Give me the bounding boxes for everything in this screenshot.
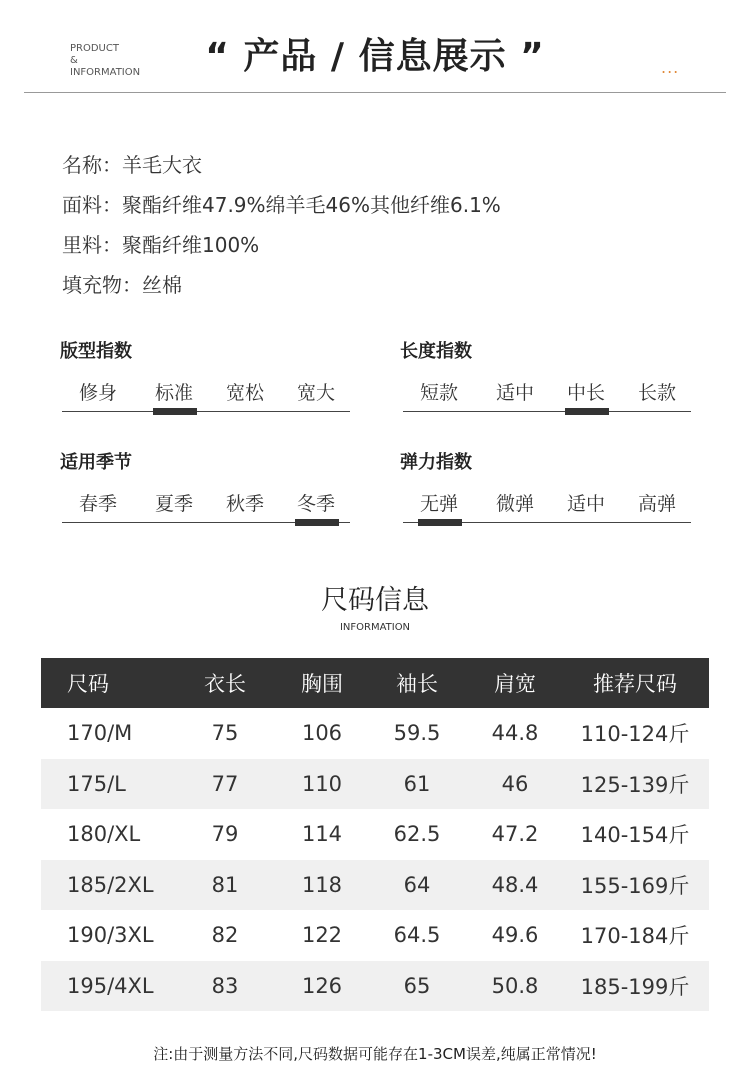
cell-recommended: 170-184斤	[580, 924, 690, 949]
cell-size: 170/M	[67, 721, 133, 746]
header-size: 尺码	[67, 672, 109, 696]
cell-length: 83	[211, 973, 239, 998]
cell-chest: 114	[301, 822, 343, 847]
season-title: 适用季节	[60, 452, 132, 473]
length-option-long: 长款	[637, 382, 676, 404]
length-option-medium: 适中	[495, 382, 534, 404]
cell-shoulder: 49.6	[491, 923, 539, 948]
header-shoulder: 肩宽	[494, 672, 536, 696]
dots-decoration: ...	[661, 58, 680, 77]
length-index-marker	[565, 408, 609, 415]
table-row	[41, 809, 709, 860]
season-index-marker	[295, 519, 339, 526]
table-row	[41, 708, 709, 759]
info-fabric: 面料：聚酯纤维47.9%绵羊毛46%其他纤维6.1%	[62, 193, 501, 217]
cell-shoulder: 50.8	[491, 973, 539, 998]
cell-length: 77	[211, 771, 239, 796]
measurement-note: 注:由于测量方法不同,尺码数据可能存在1-3CM误差,纯属正常情况!	[153, 1045, 597, 1063]
cell-recommended: 110-124斤	[580, 722, 690, 747]
cell-length: 79	[211, 822, 239, 847]
cell-recommended: 125-139斤	[580, 772, 690, 797]
cell-chest: 110	[301, 771, 343, 796]
cell-recommended: 185-199斤	[580, 974, 690, 999]
cell-length: 75	[211, 721, 239, 746]
length-option-mid-long: 中长	[566, 382, 605, 404]
length-index-line	[403, 411, 691, 412]
cell-chest: 118	[301, 872, 343, 897]
info-filling: 填充物：丝棉	[62, 273, 182, 297]
size-table-header	[41, 658, 709, 708]
season-option-autumn: 秋季	[225, 493, 264, 515]
fit-option-loose: 宽松	[225, 382, 264, 404]
elasticity-option-slight: 微弹	[495, 493, 534, 515]
fit-index-marker	[153, 408, 197, 415]
cell-length: 82	[211, 923, 239, 948]
length-index-title: 长度指数	[400, 341, 472, 362]
info-lining: 里料：聚酯纤维100%	[62, 233, 260, 257]
cell-size: 180/XL	[67, 822, 141, 847]
cell-size: 175/L	[67, 771, 126, 796]
size-section-title: 尺码信息	[321, 585, 429, 616]
cell-shoulder: 44.8	[491, 721, 539, 746]
cell-chest: 106	[301, 721, 343, 746]
elasticity-index-marker	[418, 519, 462, 526]
elasticity-option-medium: 适中	[566, 493, 605, 515]
cell-chest: 122	[301, 923, 343, 948]
cell-chest: 126	[301, 973, 343, 998]
cell-shoulder: 48.4	[491, 872, 539, 897]
season-option-spring: 春季	[78, 493, 117, 515]
cell-length: 81	[211, 872, 239, 897]
elasticity-option-none: 无弹	[419, 493, 458, 515]
cell-sleeve: 64.5	[393, 923, 441, 948]
fit-option-slim: 修身	[78, 382, 117, 404]
cell-sleeve: 61	[403, 771, 431, 796]
elasticity-option-high: 高弹	[637, 493, 676, 515]
header-recommended: 推荐尺码	[593, 672, 677, 696]
length-option-short: 短款	[419, 382, 458, 404]
cell-size: 195/4XL	[67, 973, 154, 998]
table-row	[41, 910, 709, 961]
cell-shoulder: 47.2	[491, 822, 539, 847]
table-row	[41, 860, 709, 911]
cell-sleeve: 59.5	[393, 721, 441, 746]
cell-recommended: 155-169斤	[580, 873, 690, 898]
table-row	[41, 759, 709, 810]
header-chest: 胸围	[301, 672, 343, 696]
cell-recommended: 140-154斤	[580, 823, 690, 848]
cell-sleeve: 64	[403, 872, 431, 897]
cell-size: 190/3XL	[67, 923, 154, 948]
season-option-winter: 冬季	[296, 493, 335, 515]
table-row	[41, 961, 709, 1012]
fit-index-line	[62, 411, 350, 412]
cell-size: 185/2XL	[67, 872, 154, 897]
elasticity-index-title: 弹力指数	[400, 452, 472, 473]
header-divider	[24, 92, 726, 93]
header-length: 衣长	[204, 672, 246, 696]
fit-option-standard: 标准	[154, 382, 193, 404]
header-label-information: INFORMATION	[70, 67, 141, 78]
size-table	[41, 658, 709, 1011]
fit-option-oversized: 宽大	[296, 382, 335, 404]
size-section-subtitle: INFORMATION	[339, 622, 411, 633]
season-option-summer: 夏季	[154, 493, 193, 515]
cell-sleeve: 62.5	[393, 822, 441, 847]
cell-sleeve: 65	[403, 973, 431, 998]
header-sleeve: 袖长	[396, 672, 438, 696]
header-label-ampersand: &	[70, 55, 78, 66]
cell-shoulder: 46	[501, 771, 529, 796]
fit-index-title: 版型指数	[60, 341, 132, 362]
header-label-product: PRODUCT	[70, 43, 119, 54]
page-title: “ 产品 / 信息展示 ”	[205, 36, 545, 77]
info-name: 名称：羊毛大衣	[62, 153, 202, 177]
